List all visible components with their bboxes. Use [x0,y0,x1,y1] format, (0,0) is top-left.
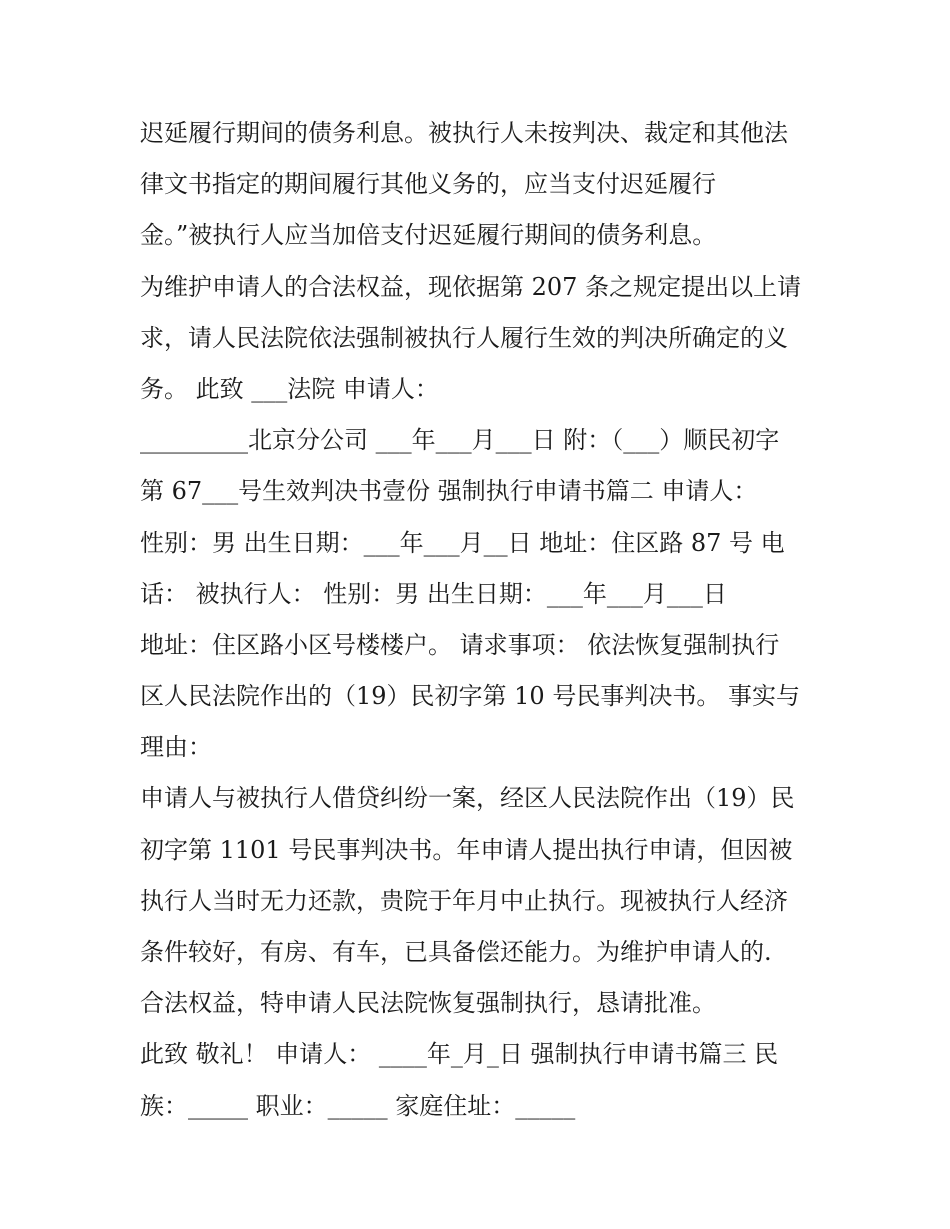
text-line: _________北京分公司 ___年___月___日 附：（___）顺民初字 [140,426,780,455]
text-line: 区人民法院作出的（19）民初字第 10 号民事判决书。 事实与 [140,682,800,711]
text-line: 条件较好，有房、有车，已具备偿还能力。为维护申请人的. [140,938,772,966]
text-line: 理由： [140,733,212,762]
text-line: 迟延履行期间的债务利息。被执行人未按判决、裁定和其他法 [140,119,788,147]
text-line: 族：_____ 职业：_____ 家庭住址：_____ [140,1091,576,1120]
text-line: 此致 敬礼！ 申请人： ____年_月_日 强制执行申请书篇三 民 [140,1040,779,1069]
document-body [140,108,820,1132]
text-line: 性别：男 出生日期：___年___月__日 地址：住区路 87 号 电 [140,528,785,557]
text-line: 金。”被执行人应当加倍支付迟延履行期间的债务利息。 [140,221,717,250]
text-line: 申请人与被执行人借贷纠纷一案，经区人民法院作出（19）民 [140,784,795,813]
text-line: 合法权益，特申请人民法院恢复强制执行，恳请批准。 [140,989,716,1018]
text-line: 初字第 1101 号民事判决书。年申请人提出执行申请，但因被 [140,835,793,864]
text-line: 执行人当时无力还款，贵院于年月中止执行。现被执行人经济 [140,886,788,915]
text-line: 律文书指定的期间履行其他义务的，应当支付迟延履行 [140,170,716,199]
text-line: 第 67___号生效判决书壹份 强制执行申请书篇二 申请人： [140,477,758,506]
text-line: 求，请人民法院依法强制被执行人履行生效的判决所确定的义 [140,323,788,352]
text-line: 地址：住区路小区号楼楼户。 请求事项： 依法恢复强制执行 [140,630,780,659]
text-line: 为维护申请人的合法权益，现依据第 207 条之规定提出以上请 [140,272,802,301]
text-line: 务。 此致 ___法院 申请人： [140,374,439,403]
text-line: 话： 被执行人： 性别：男 出生日期：___年___月___日 [140,579,727,608]
